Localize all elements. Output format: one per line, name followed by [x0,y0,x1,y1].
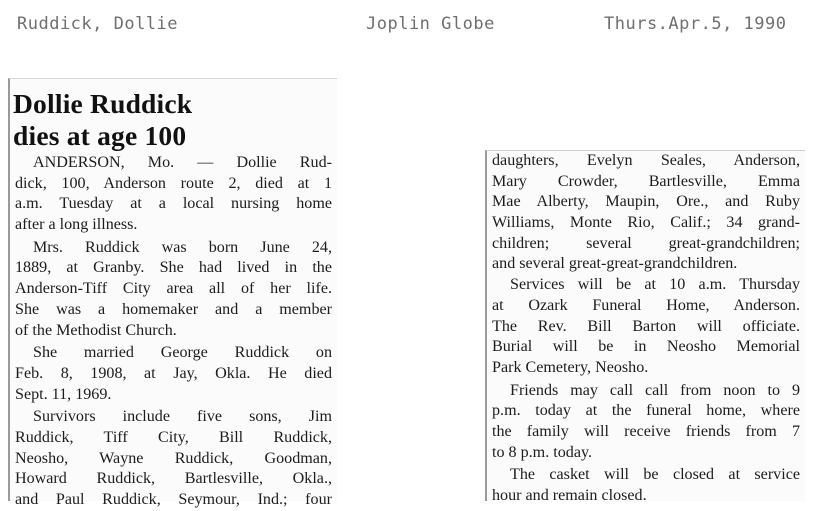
text-line: and several great-great-grandchildren. [492,255,738,273]
newspaper-name: Joplin Globe [366,14,495,34]
text-line: hour and remain closed. [492,487,647,504]
text-line: Feb. 8, 1908, at Jay, Okla. He died [15,364,332,382]
obituary-text-left [15,153,332,511]
text-line: ANDERSON, Mo. — Dollie Rud- [33,154,332,171]
text-line: The casket will be closed at service [510,466,800,484]
publication-date: Thurs.Apr.5, 1990 [604,14,787,34]
text-line: She married George Ruddick on [33,344,332,362]
text-line: children; several great-grandchildren; [492,234,800,252]
text-line: Ruddick, Tiff City, Bill Ruddick, [15,428,332,446]
text-line: 1889, at Granby. She had lived in the [15,259,332,277]
obituary-text-right [492,151,800,507]
text-line: Neosho, Wayne Ruddick, Goodman, [15,449,332,467]
text-line: Williams, Monte Rio, Calif.; 34 grand- [492,214,800,232]
text-line: Burial will be in Neosho Memorial [492,338,800,356]
text-line: at Ozark Funeral Home, Anderson. [492,296,800,314]
text-line: dick, 100, Anderson route 2, died at 1 [15,174,332,192]
text-line: daughters, Evelyn Seales, Anderson, [492,152,800,169]
text-line: She was a homemaker and a member [15,300,332,318]
headline-line-1: Dollie Ruddick [13,88,193,119]
text-line: Sept. 11, 1969. [15,385,112,403]
text-line: Mary Crowder, Bartlesville, Emma [492,172,800,190]
text-line: Survivors include five sons, Jim [33,408,332,426]
headline-line-2: dies at age 100 [13,120,187,151]
text-line: the family will receive friends from 7 [492,422,800,440]
text-line: to 8 p.m. today. [492,443,592,461]
text-line: Howard Ruddick, Bartlesville, Okla., [15,470,332,488]
text-line: Services will be at 10 a.m. Thursday [510,276,800,294]
text-line: Mrs. Ruddick was born June 24, [33,238,332,256]
text-line: Anderson-Tiff City area all of her life. [15,280,332,298]
clipping-subject-name: Ruddick, Dollie [17,14,179,34]
text-line: p.m. today at the funeral home, where [492,402,800,420]
text-line: Mae Alberty, Maupin, Ore., and Ruby [492,193,800,211]
text-line: after a long illness. [15,216,138,234]
text-line: The Rev. Bill Barton will officiate. [492,317,800,335]
text-line: Park Cemetery, Neosho. [492,358,649,376]
text-line: of the Methodist Church. [15,321,177,339]
text-line: and Paul Ruddick, Seymour, Ind.; four [15,491,332,508]
text-line: a.m. Tuesday at a local nursing home [15,195,332,213]
text-line: Friends may call call from noon to 9 [510,381,800,399]
